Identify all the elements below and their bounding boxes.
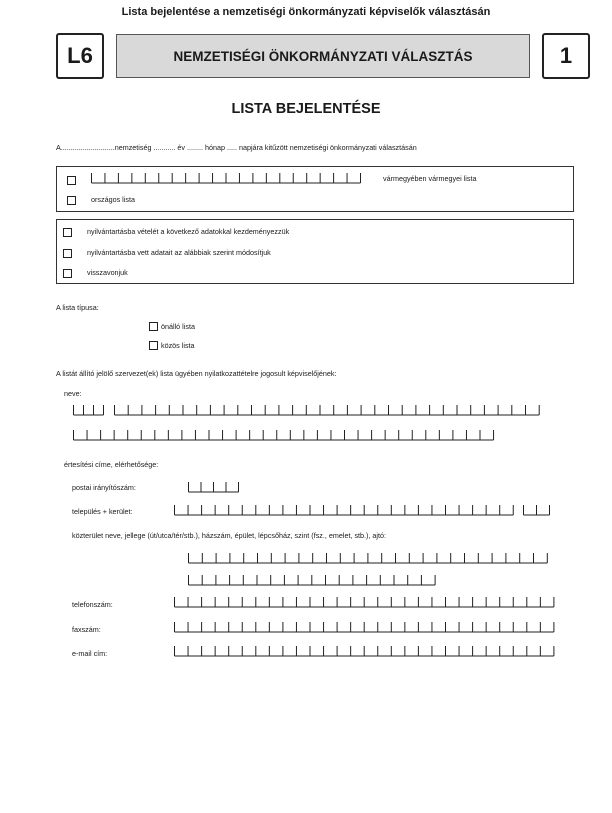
contact-label: értesítési címe, elérhetősége:	[64, 460, 159, 469]
standalone-list-label: önálló lista	[161, 322, 195, 331]
street-cells-line2[interactable]	[188, 574, 438, 586]
name-label: neve:	[64, 389, 82, 398]
election-banner: NEMZETISÉGI ÖNKORMÁNYZATI VÁLASZTÁS	[116, 34, 530, 78]
form-top-title: Lista bejelentése a nemzetiségi önkormányzati képviselők választásán	[121, 6, 491, 18]
city-cells[interactable]	[174, 504, 516, 516]
standalone-list-checkbox[interactable]	[149, 322, 158, 331]
action-label-withdraw: visszavonjuk	[87, 268, 128, 277]
fax-label: faxszám:	[72, 625, 101, 634]
intro-line: A...........................nemzetiség ........... év ........ hónap ..... napjára kitűzött nemzetiségi önkormányzati választásán	[56, 143, 417, 152]
postal-code-cells[interactable]	[188, 481, 240, 493]
postal-code-label: postai irányítószám:	[72, 483, 136, 492]
city-district-label: település + kerület:	[72, 507, 133, 516]
representative-heading: A listát állító jelölő szervezet(ek) lista ügyében nyilatkozattételre jogosult képviselőjének:	[56, 369, 337, 378]
document-title: LISTA BEJELENTÉSE	[231, 101, 381, 117]
district-cells[interactable]	[523, 504, 553, 516]
street-cells-line1[interactable]	[188, 552, 552, 564]
form-code-box: L6	[56, 33, 104, 79]
name-cells-line2[interactable]	[73, 429, 495, 441]
joint-list-label: közös lista	[161, 341, 195, 350]
email-cells[interactable]	[174, 645, 556, 657]
county-list-checkbox[interactable]	[67, 176, 76, 185]
action-checkbox-withdraw[interactable]	[63, 269, 72, 278]
county-name-cells[interactable]	[91, 172, 361, 184]
action-label-register: nyilvántartásba vételét a következő adatokkal kezdeményezzük	[87, 227, 290, 236]
page-number-box: 1	[542, 33, 590, 79]
action-checkbox-modify[interactable]	[63, 249, 72, 258]
fax-cells[interactable]	[174, 621, 556, 633]
email-label: e-mail cím:	[72, 649, 108, 658]
action-label-modify: nyilvántartásba vett adatait az alábbiak szerint módosítjuk	[87, 248, 271, 257]
name-cells-line1[interactable]	[114, 404, 542, 416]
national-list-label: országos lista	[91, 195, 135, 204]
national-list-checkbox[interactable]	[67, 196, 76, 205]
phone-cells[interactable]	[174, 596, 556, 608]
action-checkbox-register[interactable]	[63, 228, 72, 237]
name-title-cells[interactable]	[73, 404, 105, 416]
list-type-label: A lista típusa:	[56, 303, 99, 312]
street-address-label: közterület neve, jellege (út/utca/tér/stb.), házszám, épület, lépcsőház, szint (fsz., emelet, stb.), ajtó:	[72, 531, 386, 540]
county-list-label: vármegyében vármegyei lista	[383, 174, 477, 183]
phone-label: telefonszám:	[72, 600, 113, 609]
joint-list-checkbox[interactable]	[149, 341, 158, 350]
